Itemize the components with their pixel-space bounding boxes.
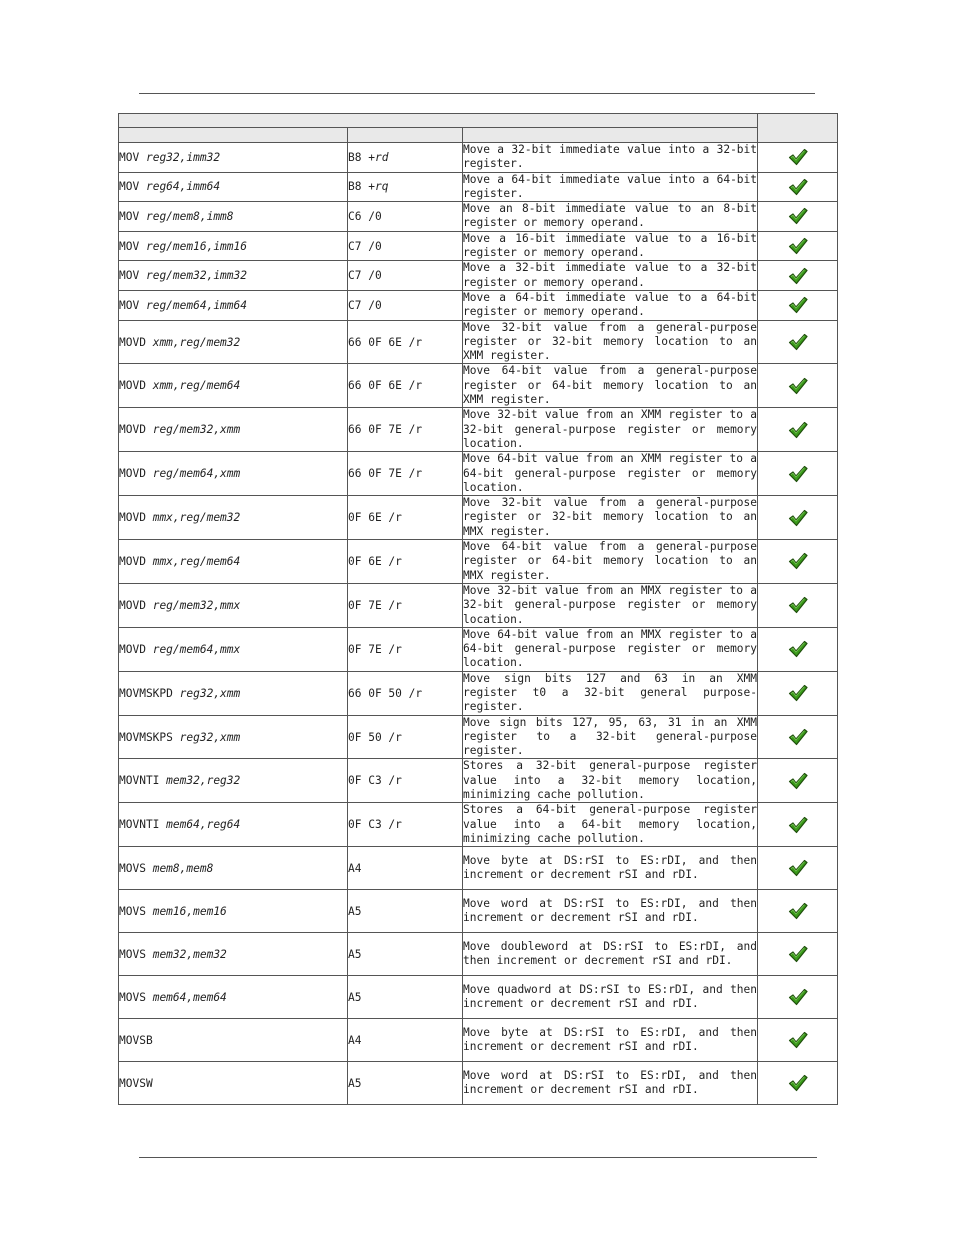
table-row <box>119 1019 838 1062</box>
opcode-text: C7 /0 <box>348 298 382 312</box>
description-cell <box>463 143 758 173</box>
mnemonic-cell <box>119 452 348 496</box>
opcode-cell <box>348 759 463 803</box>
opcode-text: A5 <box>348 990 362 1004</box>
description-text: Stores a 32-bit general-purpose register value into a 32-bit memory location, minimizing cache pollution. <box>463 759 758 802</box>
mnemonic-text: MOVS <box>119 904 146 918</box>
description-cell <box>463 540 758 584</box>
mnemonic-text: MOVMSKPD <box>119 686 173 700</box>
table-row <box>119 583 838 627</box>
support-cell <box>758 290 838 320</box>
mnemonic-cell <box>119 261 348 291</box>
support-cell <box>758 408 838 452</box>
mnemonic-text: MOV <box>119 209 140 223</box>
operands-text: xmm,reg/mem32 <box>152 335 241 349</box>
description-cell <box>463 231 758 261</box>
description-cell <box>463 496 758 540</box>
mnemonic-text: MOVD <box>119 554 146 568</box>
opcode-cell <box>348 933 463 976</box>
description-text: Move byte at DS:rSI to ES:rDI, and then increment or decrement rSI and rDI. <box>463 1025 758 1054</box>
opcode-text: C7 /0 <box>348 239 382 253</box>
mnemonic-text: MOVS <box>119 861 146 875</box>
checkmark-icon <box>788 988 808 1006</box>
support-cell <box>758 364 838 408</box>
description-cell <box>463 715 758 759</box>
description-text: Move a 64-bit immediate value to a 64-bit register or memory operand. <box>463 290 758 319</box>
mnemonic-cell <box>119 583 348 627</box>
mnemonic-cell <box>119 847 348 890</box>
description-cell <box>463 671 758 715</box>
operands-text: mem64,mem64 <box>152 990 227 1004</box>
operands-text: reg/mem32,xmm <box>152 423 241 437</box>
opcode-text: 66 0F 7E /r <box>348 467 423 481</box>
mnemonic-cell <box>119 143 348 173</box>
opcode-cell <box>348 890 463 933</box>
description-cell <box>463 1019 758 1062</box>
operands-text: reg/mem8,imm8 <box>145 209 234 223</box>
opcode-text: 0F 6E /r <box>348 554 402 568</box>
opcode-text: A4 <box>348 1033 362 1047</box>
table-row <box>119 408 838 452</box>
table-row <box>119 261 838 291</box>
table-header-row <box>119 114 838 128</box>
opcode-cell <box>348 1062 463 1105</box>
operands-text: mem32,mem32 <box>152 947 227 961</box>
opcode-cell <box>348 172 463 202</box>
support-cell <box>758 583 838 627</box>
opcode-text: 0F 50 /r <box>348 730 402 744</box>
opcode-cell <box>348 671 463 715</box>
table-row <box>119 803 838 847</box>
table-row <box>119 1062 838 1105</box>
table-row <box>119 847 838 890</box>
table-row <box>119 496 838 540</box>
description-text: Move sign bits 127 and 63 in an XMM register t0 a 32-bit general purpose-register. <box>463 671 758 714</box>
checkmark-icon <box>788 772 808 790</box>
description-text: Move word at DS:rSI to ES:rDI, and then increment or decrement rSI and rDI. <box>463 1068 758 1097</box>
mnemonic-cell <box>119 408 348 452</box>
description-cell <box>463 452 758 496</box>
support-cell <box>758 496 838 540</box>
checkmark-icon <box>788 267 808 285</box>
description-cell <box>463 408 758 452</box>
mnemonic-cell <box>119 803 348 847</box>
checkmark-icon <box>788 178 808 196</box>
table-row <box>119 890 838 933</box>
checkmark-icon <box>788 377 808 395</box>
description-text: Move byte at DS:rSI to ES:rDI, and then increment or decrement rSI and rDI. <box>463 853 758 882</box>
opcode-cell <box>348 847 463 890</box>
mnemonic-text: MOVSB <box>119 1033 153 1047</box>
operands-text: reg/mem32,imm32 <box>145 269 248 283</box>
support-cell <box>758 933 838 976</box>
table-row <box>119 540 838 584</box>
opcode-text: 0F 7E /r <box>348 642 402 656</box>
mnemonic-text: MOVD <box>119 598 146 612</box>
mnemonic-text: MOVD <box>119 511 146 525</box>
description-cell <box>463 803 758 847</box>
opcode-text: C6 /0 <box>348 209 382 223</box>
mnemonic-cell <box>119 933 348 976</box>
description-text: Move a 32-bit immediate value into a 32-bit register. <box>463 143 758 171</box>
mnemonic-text: MOVNTI <box>119 818 160 832</box>
operands-text: mem8,mem8 <box>152 861 214 875</box>
mnemonic-text: MOVD <box>119 335 146 349</box>
opcode-cell <box>348 627 463 671</box>
description-cell <box>463 261 758 291</box>
operands-text: mem16,mem16 <box>152 904 227 918</box>
mnemonic-cell <box>119 1019 348 1062</box>
opcode-suffix-text: +rd <box>368 150 389 164</box>
opcode-text: 0F 7E /r <box>348 598 402 612</box>
mnemonic-cell <box>119 759 348 803</box>
description-text: Move quadword at DS:rSI to ES:rDI, and then increment or decrement rSI and rDI. <box>463 982 758 1011</box>
description-cell <box>463 364 758 408</box>
description-text: Move word at DS:rSI to ES:rDI, and then increment or decrement rSI and rDI. <box>463 896 758 925</box>
checkmark-icon <box>788 640 808 658</box>
table-row <box>119 715 838 759</box>
opcode-cell <box>348 583 463 627</box>
operands-text: reg/mem64,xmm <box>152 467 241 481</box>
table-row <box>119 364 838 408</box>
opcode-text: A5 <box>348 1076 362 1090</box>
checkmark-icon <box>788 728 808 746</box>
opcode-cell <box>348 320 463 364</box>
opcode-cell <box>348 408 463 452</box>
mnemonic-text: MOV <box>119 239 140 253</box>
mnemonic-text: MOVSW <box>119 1076 153 1090</box>
operands-text: reg/mem64,mmx <box>152 642 241 656</box>
opcode-cell <box>348 540 463 584</box>
checkmark-icon <box>788 237 808 255</box>
table-row <box>119 976 838 1019</box>
mnemonic-cell <box>119 290 348 320</box>
mnemonic-cell <box>119 202 348 232</box>
operands-text: reg32,imm32 <box>145 150 221 164</box>
table-header-cell <box>119 114 758 128</box>
description-text: Move 64-bit value from an MMX register to a 64-bit general-purpose register or memory location. <box>463 627 758 670</box>
mnemonic-cell <box>119 715 348 759</box>
checkmark-icon <box>788 859 808 877</box>
table-row <box>119 627 838 671</box>
opcode-cell <box>348 452 463 496</box>
operands-text: mmx,reg/mem64 <box>152 554 241 568</box>
checkmark-icon <box>788 945 808 963</box>
description-text: Move 32-bit value from a general-purpose register or 32-bit memory location to an XMM register. <box>463 320 758 363</box>
description-text: Move sign bits 127, 95, 63, 31 in an XMM register to a 32-bit general-purpose register. <box>463 715 758 758</box>
operands-text: mem64,reg64 <box>166 818 241 832</box>
support-cell <box>758 172 838 202</box>
mnemonic-text: MOV <box>119 150 140 164</box>
opcode-text: A5 <box>348 947 362 961</box>
description-cell <box>463 202 758 232</box>
opcode-text: 0F C3 /r <box>348 774 402 788</box>
mnemonic-cell <box>119 364 348 408</box>
description-cell <box>463 890 758 933</box>
table-row <box>119 172 838 202</box>
description-cell <box>463 290 758 320</box>
support-cell <box>758 890 838 933</box>
mnemonic-cell <box>119 627 348 671</box>
mnemonic-text: MOV <box>119 269 140 283</box>
support-cell <box>758 231 838 261</box>
support-cell <box>758 143 838 173</box>
mnemonic-text: MOVS <box>119 947 146 961</box>
description-cell <box>463 320 758 364</box>
opcode-cell <box>348 976 463 1019</box>
support-cell <box>758 803 838 847</box>
description-cell <box>463 933 758 976</box>
mnemonic-text: MOVS <box>119 990 146 1004</box>
mnemonic-cell <box>119 540 348 584</box>
support-cell <box>758 540 838 584</box>
mnemonic-text: MOVMSKPS <box>119 730 173 744</box>
support-cell <box>758 671 838 715</box>
description-text: Move 64-bit value from a general-purpose register or 64-bit memory location to an MMX register. <box>463 540 758 582</box>
opcode-text: A4 <box>348 861 362 875</box>
support-cell <box>758 847 838 890</box>
description-header <box>463 128 758 143</box>
opcode-header <box>348 128 463 143</box>
operands-text: reg/mem16,imm16 <box>145 239 248 253</box>
mnemonic-cell <box>119 496 348 540</box>
support-cell <box>758 627 838 671</box>
opcode-text: B8 <box>348 180 362 194</box>
opcode-cell <box>348 231 463 261</box>
description-text: Move 64-bit value from a general-purpose register or 64-bit memory location to an XMM register. <box>463 364 758 407</box>
operands-text: mem32,reg32 <box>166 774 241 788</box>
opcode-cell <box>348 1019 463 1062</box>
opcode-text: 66 0F 6E /r <box>348 335 423 349</box>
column-header-row <box>119 128 838 143</box>
header-rule <box>139 93 815 94</box>
opcode-text: A5 <box>348 904 362 918</box>
table-row <box>119 452 838 496</box>
support-header-cell <box>758 114 838 143</box>
mnemonic-cell <box>119 320 348 364</box>
checkmark-icon <box>788 296 808 314</box>
operands-text: reg/mem32,mmx <box>152 598 241 612</box>
opcode-text: B8 <box>348 150 362 164</box>
table-row <box>119 202 838 232</box>
opcode-cell <box>348 715 463 759</box>
support-cell <box>758 759 838 803</box>
opcode-text: 0F 6E /r <box>348 511 402 525</box>
checkmark-icon <box>788 1031 808 1049</box>
support-cell <box>758 452 838 496</box>
checkmark-icon <box>788 684 808 702</box>
operands-text: xmm,reg/mem64 <box>152 379 241 393</box>
opcode-cell <box>348 290 463 320</box>
description-cell <box>463 583 758 627</box>
operands-text: mmx,reg/mem32 <box>152 511 241 525</box>
description-text: Move a 32-bit immediate value to a 32-bit register or memory operand. <box>463 261 758 289</box>
support-cell <box>758 320 838 364</box>
description-text: Move 32-bit value from an XMM register to a 32-bit general-purpose register or memory location. <box>463 408 758 450</box>
mnemonic-text: MOVD <box>119 423 146 437</box>
checkmark-icon <box>788 596 808 614</box>
description-text: Move doubleword at DS:rSI to ES:rDI, and then increment or decrement rSI and rDI. <box>463 939 758 968</box>
table-row <box>119 143 838 173</box>
mnemonic-cell <box>119 231 348 261</box>
opcode-cell <box>348 364 463 408</box>
table-row <box>119 290 838 320</box>
checkmark-icon <box>788 333 808 351</box>
opcode-text: 66 0F 6E /r <box>348 379 423 393</box>
opcode-text: 66 0F 50 /r <box>348 686 423 700</box>
mnemonic-text: MOV <box>119 298 140 312</box>
description-text: Move an 8-bit immediate value to an 8-bit register or memory operand. <box>463 202 758 230</box>
checkmark-icon <box>788 148 808 166</box>
support-cell <box>758 1019 838 1062</box>
table-row <box>119 320 838 364</box>
table-row <box>119 671 838 715</box>
description-cell <box>463 627 758 671</box>
table-row <box>119 759 838 803</box>
mnemonic-header <box>119 128 348 143</box>
description-text: Move 32-bit value from a general-purpose register or 32-bit memory location to an MMX register. <box>463 496 758 538</box>
checkmark-icon <box>788 552 808 570</box>
support-cell <box>758 715 838 759</box>
operands-text: reg32,xmm <box>179 730 241 744</box>
operands-text: reg/mem64,imm64 <box>145 298 248 312</box>
description-cell <box>463 759 758 803</box>
opcode-cell <box>348 202 463 232</box>
checkmark-icon <box>788 1074 808 1092</box>
footer-rule <box>139 1157 817 1158</box>
opcode-text: C7 /0 <box>348 269 382 283</box>
description-cell <box>463 976 758 1019</box>
checkmark-icon <box>788 465 808 483</box>
support-cell <box>758 976 838 1019</box>
mnemonic-text: MOVD <box>119 379 146 393</box>
mnemonic-text: MOVD <box>119 642 146 656</box>
checkmark-icon <box>788 421 808 439</box>
description-text: Move 64-bit value from an XMM register to a 64-bit general-purpose register or memory location. <box>463 452 758 494</box>
support-cell <box>758 261 838 291</box>
description-text: Stores a 64-bit general-purpose register value into a 64-bit memory location, minimizing cache pollution. <box>463 803 758 845</box>
description-text: Move a 16-bit immediate value to a 16-bit register or memory operand. <box>463 231 758 260</box>
table-row <box>119 231 838 261</box>
mnemonic-cell <box>119 976 348 1019</box>
mnemonic-cell <box>119 1062 348 1105</box>
table-row <box>119 933 838 976</box>
instruction-table <box>118 113 838 1105</box>
description-cell <box>463 172 758 202</box>
operands-text: reg64,imm64 <box>145 180 221 194</box>
opcode-cell <box>348 261 463 291</box>
mnemonic-text: MOV <box>119 180 140 194</box>
checkmark-icon <box>788 207 808 225</box>
mnemonic-cell <box>119 890 348 933</box>
support-cell <box>758 202 838 232</box>
checkmark-icon <box>788 902 808 920</box>
description-cell <box>463 1062 758 1105</box>
description-cell <box>463 847 758 890</box>
description-text: Move 32-bit value from an MMX register to a 32-bit general-purpose register or memory location. <box>463 583 758 626</box>
support-cell <box>758 1062 838 1105</box>
opcode-text: 0F C3 /r <box>348 818 402 832</box>
operands-text: reg32,xmm <box>179 686 241 700</box>
opcode-cell <box>348 143 463 173</box>
checkmark-icon <box>788 509 808 527</box>
mnemonic-text: MOVD <box>119 467 146 481</box>
opcode-suffix-text: +rq <box>368 180 389 194</box>
mnemonic-cell <box>119 671 348 715</box>
opcode-text: 66 0F 7E /r <box>348 423 423 437</box>
description-text: Move a 64-bit immediate value into a 64-bit register. <box>463 172 758 200</box>
opcode-cell <box>348 803 463 847</box>
opcode-cell <box>348 496 463 540</box>
mnemonic-text: MOVNTI <box>119 774 160 788</box>
mnemonic-cell <box>119 172 348 202</box>
checkmark-icon <box>788 816 808 834</box>
